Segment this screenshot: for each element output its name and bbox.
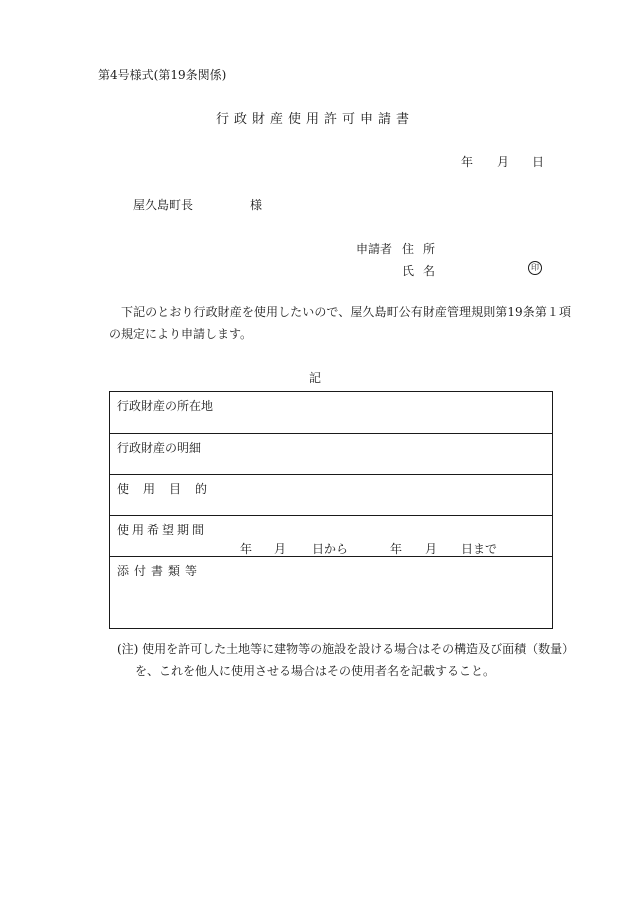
addressee-honorific: 様: [250, 198, 263, 212]
date-day-label: 日: [532, 155, 545, 169]
period-from-day: 日から: [312, 542, 349, 556]
request-body-text: 下記のとおり行政財産を使用したいので、屋久島町公有財産管理規則第19条第１項の規定により申請します。: [109, 305, 571, 341]
details-label: 行政財産の明細: [117, 441, 202, 455]
applicant-label: 申請者: [356, 242, 393, 256]
applicant-name-label: 氏名: [402, 264, 445, 278]
seal-mark: 印: [528, 261, 542, 275]
document-title: 行政財産使用許可申請書: [215, 112, 414, 127]
location-label: 行政財産の所在地: [117, 399, 214, 413]
record-heading: 記: [308, 371, 321, 385]
attachments-label: 添付書類等: [117, 564, 203, 578]
footnote-text: (注) 使用を許可した土地等に建物等の施設を設ける場合はその構造及び面積（数量）を、これを他人に使用させる場合はその使用者名を記載すること。: [117, 642, 575, 678]
location-row: [110, 392, 552, 434]
period-to-month: 月: [425, 542, 438, 556]
addressee-name: 屋久島町長: [133, 198, 194, 212]
period-to-year: 年: [390, 542, 403, 556]
details-row: [110, 433, 552, 475]
period-from-month: 月: [274, 542, 287, 556]
form-number-label: 第4号様式(第19条関係): [98, 68, 227, 82]
period-to-day: 日まで: [461, 542, 498, 556]
purpose-row: [110, 474, 552, 516]
attachments-row: [110, 556, 552, 629]
period-row: [110, 515, 552, 557]
period-label: 使用希望期間: [117, 523, 208, 537]
period-from-year: 年: [240, 542, 253, 556]
purpose-label: 使用目的: [117, 482, 222, 496]
application-form-table: [109, 391, 553, 629]
applicant-address-label: 住所: [402, 242, 445, 256]
date-month-label: 月: [497, 155, 510, 169]
date-year-label: 年: [461, 155, 474, 169]
